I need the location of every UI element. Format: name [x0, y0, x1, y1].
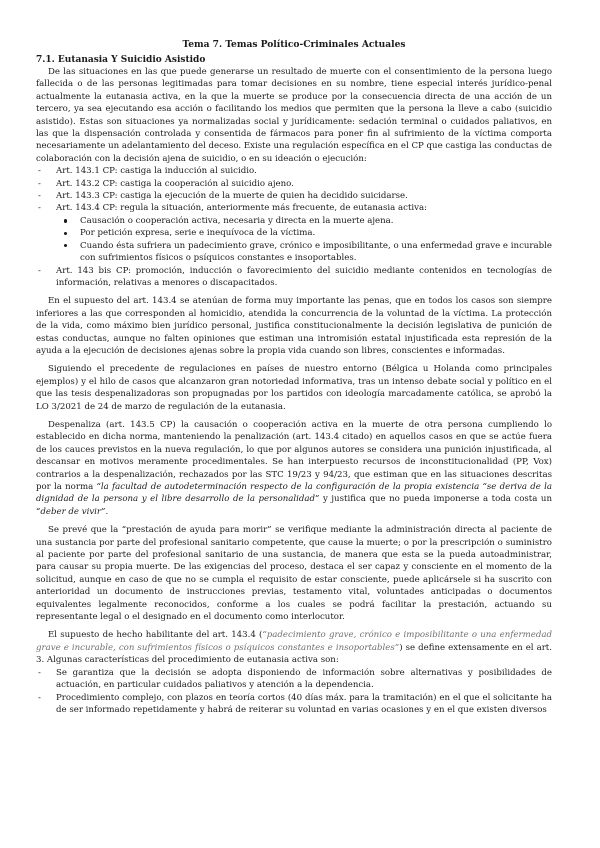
paragraph-decriminalization [36, 419, 552, 518]
bullet-item: Causación o cooperación activa, necesaria y directa en la muerte ajena. [56, 215, 552, 227]
list-item: - Art. 143.1 CP: castiga la inducción al suicidio. [36, 165, 552, 177]
paragraph-penalties: En el supuesto del art. 143.4 se atenúan de forma muy importante las penas, que en todos los casos son siempre inferiores a las que corresponden al homicidio, atendida la concurrencia de la voluntad de la víctima. La protección de la vida, como máximo bien jurídico personal, justifica constitucionalmente la decisión legislativa de punición de estas conductas, aunque no falten opiniones que estiman una intromisión estatal injustificada esta represión de la ayuda a la ejecución de decisiones ajenas sobre la propia vida cuando son libres, conscientes e informadas. [36, 296, 552, 356]
paragraph-text: y justifica que no pueda imponerse a toda costa un [319, 494, 552, 505]
article-143-4-bullets [56, 215, 552, 265]
paragraph-provision: Se prevé que la “prestación de ayuda para morir” se verifique mediante la administración directa al paciente de una sustancia por parte del profesional sanitario competente, que cause la muerte; o por la prescripción o suministro al paciente por parte del profesional sanitario de una sustancia, de manera que esta se la pueda autoadministrar, para causar su propia muerte. De las exigencias del proceso, destaca el ser capaz y consciente en el momento de la solicitud, aunque en caso de que no se cumpla el requisito de estar consciente, puede aplicársele si ha suscrito con anterioridad un documento de instrucciones previas, testamento vital, voluntades anticipadas o documentos equivalentes legalmente reconocidos, conforme a los cuales se podrá facilitar la prestación, actuando su representante legal o el designado en el documento como interlocutor. [36, 525, 552, 623]
paragraph-text: El supuesto de hecho habilitante del art. 143.4 ( [48, 630, 263, 641]
list-item: - Art. 143.3 CP: castiga la ejecución de la muerte de quien ha decidido suicidarse. [36, 190, 552, 202]
list-item: - Art. 143 bis CP: promoción, inducción o favorecimiento del suicidio mediante contenidos en tecnologías de información, relativas a menores o discapacitados. [36, 265, 552, 290]
list-item-text: Art. 143.4 CP: regula la situación, anteriormente más frecuente, de eutanasia activa: [56, 203, 428, 214]
paragraph-precedent: Siguiendo el precedente de regulaciones en países de nuestro entorno (Bélgica u Holanda como principales ejemplos) y el hilo de casos que alcanzaron gran notoriedad informativa, tras un intenso debate social y político en el que las tesis despenalizadoras son propugnadas por los partidos con ideología marcadamente católica, se aprobó la LO 3/2021 de 24 de marzo de regulación de la eutanasia. [36, 364, 552, 412]
page-title: Tema 7. Temas Político-Criminales Actuales [182, 39, 406, 50]
paragraph-text: ) se define extensamente en el art. 3. Algunas características del procedimiento de eutanasia activa son: [36, 642, 552, 666]
intro-paragraph: De las situaciones en las que puede generarse un resultado de muerte con el consentimiento de la persona luego fallecida o de las personas legitimadas para tomar decisiones en su nombre, tiene especial interés jurídico-penal actualmente la eutanasia activa, en la que la muerte se produce por la consecuencia directa de una acción de un tercero, ya sea ejecutando esa acción o facilitando los medios que permiten que la persona la lleve a cabo (suicidio asistido). Estas son situaciones ya normalizadas social y jurídicamente: sedación terminal o cuidados paliativos, en las que la dispensación controlada y consentida de fármacos para poner fin al sufrimiento de la víctima comporta necesariamente un adelantamiento del deceso. Existe una regulación específica en el CP que castiga las conductas de colaboración con la decisión ajena de suicidio, o en su ideación o ejecución: [36, 67, 552, 164]
quote-text: “la facultad de autodeterminación respecto de la configuración de la propia existencia “se deriva de la dignidad de la persona y el libre desarrollo de la personalidad” [36, 482, 552, 505]
list-item: - Art. 143.2 CP: castiga la cooperación al suicidio ajeno. [36, 178, 552, 190]
quote-text: “padecimiento grave, crónico e imposibilitante o una enfermedad grave e incurable, con sufrimientos físicos o psíquicos constantes e insoportables” [36, 630, 552, 653]
paragraph-enabling [36, 629, 552, 666]
paragraph-text: . [105, 506, 109, 517]
list-item: - Procedimiento complejo, con plazos en teoría cortos (40 días máx. para la tramitación) en el que el solicitante ha de ser informado repetidamente y habrá de reiterar su voluntad en varias ocasiones y en el que existen diversos [36, 692, 552, 717]
list-item: - Se garantiza que la decisión se adopta disponiendo de información sobre alternativas y posibilidades de actuación, en particular cuidados paliativos y atención a la dependencia. [36, 667, 552, 692]
list-item [36, 202, 552, 264]
articles-list [36, 165, 552, 289]
bullet-item: Cuando ésta sufriera un padecimiento grave, crónico e imposibilitante, o una enfermedad grave e incurable con sufrimientos físicos o psíquicos constantes e insoportables. [56, 240, 552, 265]
bullet-item: Por petición expresa, serie e inequívoca de la víctima. [56, 227, 552, 239]
section-heading: 7.1. Eutanasia Y Suicidio Asistido [36, 55, 206, 65]
quote-text: “deber de vivir” [36, 506, 106, 517]
procedure-list [36, 667, 552, 717]
paragraph-text: Despenaliza (art. 143.5 CP) la causación o cooperación activa en la muerte de otra persona cumpliendo lo establecido en dicha norma, manteniendo la penalización (art. 143.4 citado) en aquellos casos en que se actúe fuera de los cauces previstos en la nueva regulación, lo que por algunos autores se considera una punición injustificada, al descansar en motivos meramente procedimentales. Se han interpuesto recursos de inconstitucionalidad (PP, Vox) contrarios a la despenalización, rechazados por las STC 19/23 y 94/23, que estiman que en las situaciones descritas por la norma [36, 419, 552, 492]
